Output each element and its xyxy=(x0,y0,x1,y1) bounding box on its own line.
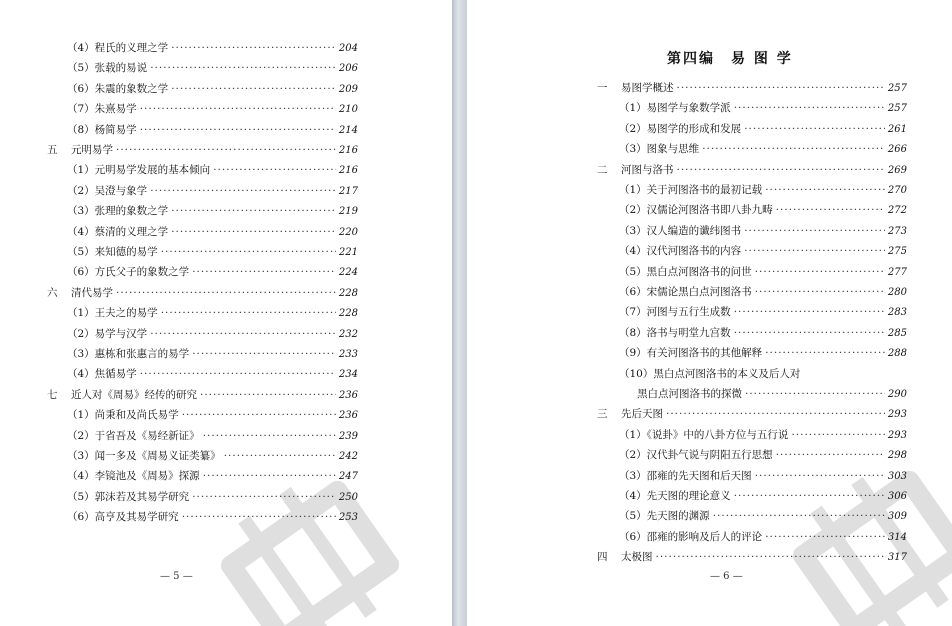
dot-leader xyxy=(734,327,885,339)
entry-page-number: 298 xyxy=(887,450,907,462)
entry-title: （4）汉代河图洛书的内容 xyxy=(619,245,742,258)
toc-entry[interactable] xyxy=(619,529,907,544)
toc-entry[interactable] xyxy=(67,366,358,381)
entry-title: （4）焦循易学 xyxy=(67,368,137,381)
entry-page-number: 210 xyxy=(338,104,358,116)
dot-leader xyxy=(765,531,885,543)
toc-entry[interactable] xyxy=(619,223,907,238)
entry-page-number: 242 xyxy=(338,451,358,462)
dot-leader xyxy=(171,42,336,54)
entry-title: （3）闻一多及《周易义证类纂》 xyxy=(67,450,221,462)
toc-entry[interactable] xyxy=(67,448,358,463)
entry-title: 近人对《周易》经传的研究 xyxy=(71,388,197,401)
dot-leader xyxy=(744,225,885,237)
entry-title: （3）张理的象数之学 xyxy=(67,205,169,218)
toc-entry[interactable] xyxy=(619,284,907,299)
entry-title: （3）邵雍的先天图和后天图 xyxy=(619,469,752,482)
entry-title: （4）李镜池及《周易》探源 xyxy=(67,470,200,483)
entry-title: （3）图象与思维 xyxy=(619,143,700,156)
dot-leader xyxy=(192,491,336,503)
entry-title: （5）张载的易说 xyxy=(67,62,148,75)
toc-entry[interactable] xyxy=(619,468,907,483)
entry-page-number: 293 xyxy=(887,409,907,421)
dot-leader xyxy=(677,164,885,176)
dot-leader xyxy=(203,470,336,482)
toc-entry[interactable] xyxy=(619,447,907,462)
toc-entry[interactable] xyxy=(637,386,907,401)
dot-leader xyxy=(203,430,336,442)
dot-leader xyxy=(744,123,885,135)
toc-entry[interactable] xyxy=(619,508,907,523)
dot-leader xyxy=(713,510,885,522)
entry-title: （8）杨简易学 xyxy=(67,123,137,136)
dot-leader xyxy=(734,490,885,502)
entry-title: （2）于省吾及《易经新证》 xyxy=(67,429,200,442)
chapter-number: 三 xyxy=(597,408,608,421)
entry-page-number: 206 xyxy=(338,63,358,75)
entry-title: （9）有关河图洛书的其他解释 xyxy=(619,347,763,360)
entry-page-number: 257 xyxy=(887,103,907,115)
toc-chapter[interactable] xyxy=(597,80,907,95)
toc-entry[interactable] xyxy=(619,325,907,340)
toc-chapter[interactable] xyxy=(597,406,907,421)
toc-entry[interactable] xyxy=(67,305,358,320)
entry-page-number: 234 xyxy=(338,369,358,381)
dot-leader xyxy=(182,409,336,421)
toc-chapter[interactable] xyxy=(597,162,907,177)
toc-chapter[interactable] xyxy=(47,285,358,300)
entry-page-number: 280 xyxy=(887,287,907,298)
entry-page-number: 283 xyxy=(887,307,907,319)
toc-entry[interactable] xyxy=(67,162,358,177)
entry-page-number: 257 xyxy=(887,83,907,94)
toc-entry[interactable] xyxy=(67,407,358,422)
entry-page-number: 261 xyxy=(887,123,907,135)
toc-entry[interactable] xyxy=(619,182,907,197)
entry-title: 黑白点河图洛书的探微 xyxy=(637,388,742,400)
entry-page-number: 224 xyxy=(338,267,358,279)
toc-entry[interactable] xyxy=(67,60,358,75)
dot-leader xyxy=(192,266,336,278)
page-number: — 6 — xyxy=(710,571,743,582)
entry-page-number: 228 xyxy=(338,287,358,299)
toc-entry[interactable] xyxy=(67,244,358,259)
dot-leader xyxy=(150,185,336,197)
entry-title: 河图与洛书 xyxy=(621,163,674,176)
dot-leader xyxy=(744,245,885,257)
dot-leader xyxy=(745,388,885,400)
dot-leader xyxy=(776,449,885,461)
toc-entry[interactable] xyxy=(619,243,907,258)
dot-leader xyxy=(161,246,336,258)
dot-leader xyxy=(140,124,336,136)
entry-title: 易图学概述 xyxy=(621,82,674,94)
toc-entry[interactable] xyxy=(67,122,358,137)
entry-title: （2）汉代卦气说与阴阳五行思想 xyxy=(619,449,773,462)
entry-title: （6）朱震的象数之学 xyxy=(67,82,169,95)
dot-leader xyxy=(150,62,336,74)
entry-page-number: 273 xyxy=(887,225,907,237)
dot-leader xyxy=(765,184,885,196)
dot-leader xyxy=(755,286,885,298)
entry-page-number: 277 xyxy=(887,266,907,278)
entry-title: （7）河图与五行生成数 xyxy=(619,306,731,319)
entry-title: （1）《说卦》中的八卦方位与五行说 xyxy=(619,428,789,441)
dot-leader xyxy=(150,328,336,340)
dot-leader xyxy=(192,348,336,360)
entry-title: （2）易学与汉学 xyxy=(67,327,148,340)
entry-page-number: 220 xyxy=(338,226,358,238)
entry-page-number: 209 xyxy=(338,83,358,95)
entry-page-number: 216 xyxy=(338,165,358,177)
toc-entry[interactable] xyxy=(619,264,907,279)
entry-page-number: 204 xyxy=(338,43,358,54)
dot-leader xyxy=(171,83,336,95)
entry-page-number: 314 xyxy=(887,531,907,543)
entry-page-number: 253 xyxy=(338,512,358,524)
table-of-contents xyxy=(467,0,952,626)
entry-title: 先后天图 xyxy=(621,408,663,421)
entry-page-number: 221 xyxy=(338,247,358,258)
toc-entry[interactable] xyxy=(67,428,358,443)
toc-entry[interactable] xyxy=(619,488,907,503)
toc-entry[interactable] xyxy=(67,183,358,198)
dot-leader xyxy=(161,307,336,319)
entry-title: （5）黑白点河图洛书的问世 xyxy=(619,265,752,278)
dot-leader xyxy=(734,306,885,318)
chapter-number: 二 xyxy=(597,163,608,176)
entry-title: （1）关于河图洛书的最初记载 xyxy=(619,184,763,196)
toc-entry[interactable] xyxy=(67,264,358,279)
entry-page-number: 285 xyxy=(887,327,907,339)
toc-entry[interactable] xyxy=(619,121,907,136)
entry-page-number: 288 xyxy=(887,348,907,360)
toc-entry[interactable] xyxy=(619,304,907,319)
entry-title: （4）蔡清的义理之学 xyxy=(67,225,169,238)
toc-entry[interactable] xyxy=(67,509,358,524)
dot-leader xyxy=(734,102,885,114)
table-of-contents xyxy=(0,0,452,626)
dot-leader xyxy=(182,511,336,523)
entry-page-number: 303 xyxy=(887,470,907,482)
entry-page-number: 266 xyxy=(887,144,907,156)
dot-leader xyxy=(140,103,336,115)
entry-page-number: 250 xyxy=(338,491,358,503)
entry-page-number: 247 xyxy=(338,471,358,483)
dot-leader xyxy=(116,287,336,299)
dot-leader xyxy=(791,429,884,441)
toc-chapter[interactable] xyxy=(47,387,358,402)
toc-entry[interactable] xyxy=(67,326,358,341)
toc-entry[interactable] xyxy=(619,141,907,156)
toc-entry[interactable] xyxy=(67,489,358,504)
entry-title: （5）郭沫若及其易学研究 xyxy=(67,490,190,503)
entry-title: （2）易图学的形成和发展 xyxy=(619,122,742,135)
entry-title: （3）汉人编造的谶纬图书 xyxy=(619,224,742,237)
entry-title: （6）宋儒论黑白点河图洛书 xyxy=(619,286,752,298)
entry-page-number: 239 xyxy=(338,430,358,442)
entry-title: （6）方氏父子的象数之学 xyxy=(67,266,190,279)
entry-page-number: 269 xyxy=(887,164,907,176)
entry-title: （6）高亨及其易学研究 xyxy=(67,511,179,524)
entry-title: 元明易学 xyxy=(71,144,113,156)
dot-leader xyxy=(765,347,885,359)
dot-leader xyxy=(666,408,885,420)
toc-entry[interactable] xyxy=(67,203,358,218)
entry-title: 太极图 xyxy=(621,551,653,564)
toc-entry[interactable] xyxy=(619,366,907,381)
entry-title: （5）来知德的易学 xyxy=(67,246,158,258)
toc-entry[interactable] xyxy=(619,345,907,360)
entry-title: （2）汉儒论河图洛书即八卦九畴 xyxy=(619,204,773,217)
chapter-number: 四 xyxy=(597,551,608,564)
toc-chapter[interactable] xyxy=(47,142,358,157)
entry-page-number: 275 xyxy=(887,246,907,258)
toc-entry[interactable] xyxy=(619,202,907,217)
entry-title: （4）先天图的理论意义 xyxy=(619,490,731,502)
toc-chapter[interactable] xyxy=(597,549,907,564)
entry-title: （2）吴澄与象学 xyxy=(67,184,148,197)
entry-page-number: 217 xyxy=(338,185,358,197)
toc-entry[interactable] xyxy=(67,224,358,239)
entry-page-number: 228 xyxy=(338,308,358,320)
toc-entry[interactable] xyxy=(67,468,358,483)
entry-page-number: 233 xyxy=(338,349,358,360)
entry-page-number: 214 xyxy=(338,124,358,136)
page-number: — 5 — xyxy=(160,571,193,582)
entry-page-number: 309 xyxy=(887,511,907,523)
entry-page-number: 290 xyxy=(887,389,907,400)
entry-title: （1）尚秉和及尚氏易学 xyxy=(67,409,179,422)
dot-leader xyxy=(224,450,336,462)
dot-leader xyxy=(213,164,336,176)
toc-entry[interactable] xyxy=(619,100,907,115)
entry-title: （1）元明易学发展的基本倾向 xyxy=(67,164,211,177)
entry-page-number: 236 xyxy=(338,410,358,422)
dot-leader xyxy=(171,226,336,238)
page-5 xyxy=(0,0,452,626)
toc-entry[interactable] xyxy=(67,40,358,55)
dot-leader xyxy=(656,551,885,563)
entry-page-number: 232 xyxy=(338,328,358,340)
toc-entry[interactable] xyxy=(67,101,358,116)
chapter-number: 六 xyxy=(47,286,58,299)
chapter-number: 七 xyxy=(47,388,58,401)
dot-leader xyxy=(755,266,885,278)
entry-page-number: 272 xyxy=(887,205,907,217)
entry-title: 清代易学 xyxy=(71,286,113,299)
dot-leader xyxy=(200,389,336,401)
entry-page-number: 293 xyxy=(887,429,907,441)
chapter-number: 一 xyxy=(597,82,608,94)
toc-entry[interactable] xyxy=(67,81,358,96)
page-6 xyxy=(467,0,952,626)
entry-title: （7）朱熹易学 xyxy=(67,103,137,116)
dot-leader xyxy=(755,470,885,482)
chapter-number: 五 xyxy=(47,144,58,156)
entry-page-number: 219 xyxy=(338,206,358,218)
entry-title: （5）先天图的渊源 xyxy=(619,510,710,523)
page-gutter xyxy=(452,0,467,626)
entry-title: （3）惠栋和张惠言的易学 xyxy=(67,348,190,360)
dot-leader xyxy=(171,205,336,217)
dot-leader xyxy=(116,144,336,156)
entry-page-number: 236 xyxy=(338,389,358,401)
dot-leader xyxy=(677,82,885,94)
entry-title: （4）程氏的义理之学 xyxy=(67,42,169,54)
entry-title: （6）邵雍的影响及后人的评论 xyxy=(619,530,763,543)
entry-title: （1）王夫之的易学 xyxy=(67,307,158,320)
entry-page-number: 317 xyxy=(887,552,907,564)
entry-title: （1）易图学与象数学派 xyxy=(619,102,731,115)
dot-leader xyxy=(140,368,336,380)
entry-page-number: 306 xyxy=(887,491,907,502)
part-title: 第四编 易 图 学 xyxy=(667,51,793,67)
dot-leader xyxy=(776,204,885,216)
dot-leader xyxy=(702,143,885,155)
entry-title: （8）洛书与明堂九宫数 xyxy=(619,326,731,339)
entry-title: （10）黑白点河图洛书的本义及后人对 xyxy=(619,367,801,380)
entry-page-number: 270 xyxy=(887,185,907,196)
entry-page-number: 216 xyxy=(338,145,358,156)
toc-entry[interactable] xyxy=(67,346,358,361)
toc-entry[interactable] xyxy=(619,427,907,442)
